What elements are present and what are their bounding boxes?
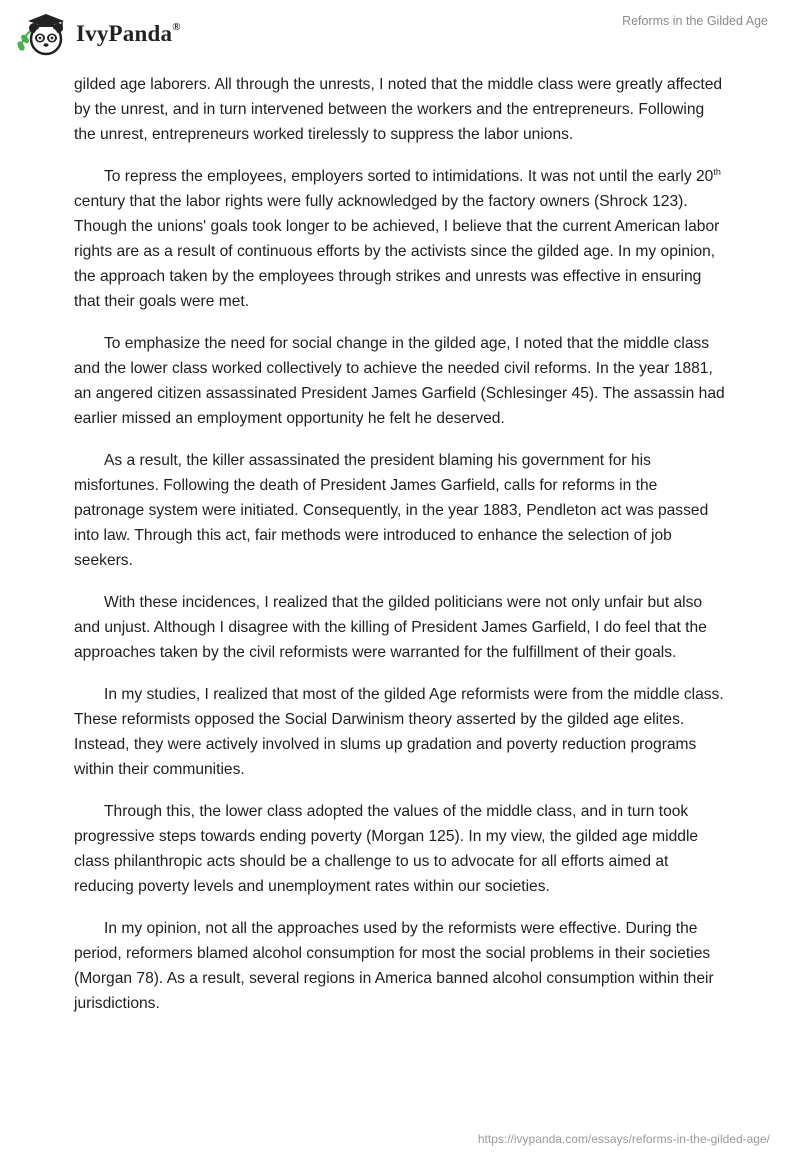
paragraph: To emphasize the need for social change in the gilded age, I noted that the middle class and the lower class worked collectively to achieve the needed civil reforms. In the year 1881, an angered citizen assassinated President James Garfield (Schlesinger 45). The assassin had earlier missed an employment opportunity he felt he deserved.	[74, 335, 725, 427]
paragraph: With these incidences, I realized that the gilded politicians were not only unfair but also and unjust. Although I disagree with the killing of President James Garfield, I do feel that the approaches taken by the civil reformists were warranted for the fulfillment of their goals.	[74, 594, 707, 661]
brand-name: IvyPanda®	[76, 21, 181, 46]
panda-graduate-icon	[14, 10, 70, 58]
essay-body	[74, 72, 730, 1033]
source-url-link[interactable]: https://ivypanda.com/essays/reforms-in-the-gilded-age/	[477, 1132, 770, 1146]
paragraph: To repress the employees, employers sorted to intimidations. It was not until the early 20th century that the labor rights were fully acknowledged by the factory owners (Shrock 123). Though the unions' goals took longer to be achieved, I believe that the current American labor rights are as a result of continuous efforts by the activists since the gilded age. In my opinion, the approach taken by the employees through strikes and unrests was effective in ensuring that their goals were met.	[74, 166, 721, 310]
page-header	[0, 0, 800, 70]
document-title: Reforms in the Gilded Age	[622, 14, 768, 28]
ivypanda-logo[interactable]	[14, 10, 181, 58]
paragraph: In my studies, I realized that most of the gilded Age reformists were from the middle class. These reformists opposed the Social Darwinism theory asserted by the gilded age elites. Instead, they were actively involved in slums up gradation and poverty reduction programs within their communities.	[74, 686, 724, 778]
paragraph: gilded age laborers. All through the unrests, I noted that the middle class were greatly affected by the unrest, and in turn intervened between the workers and the entrepreneurs. Following the unrest, entrepreneurs worked tirelessly to suppress the labor unions.	[74, 76, 723, 143]
paragraph: As a result, the killer assassinated the president blaming his government for his misfortunes. Following the death of President James Garfield, calls for reforms in the patronage system were initiated. Consequently, in the year 1883, Pendleton act was passed into law. Through this act, fair methods were introduced to enhance the selection of job seekers.	[74, 452, 709, 569]
paragraph: In my opinion, not all the approaches used by the reformists were effective. During the period, reformers blamed alcohol consumption for most the social problems in their societies (Morgan 78). As a result, several regions in America banned alcohol consumption within their jurisdictions.	[74, 920, 714, 1012]
paragraph: Through this, the lower class adopted the values of the middle class, and in turn took progressive steps towards ending poverty (Morgan 125). In my view, the gilded age middle class philanthropic acts should be a challenge to us to advocate for all efforts aimed at reducing poverty levels and unemployment rates within our societies.	[74, 803, 699, 895]
